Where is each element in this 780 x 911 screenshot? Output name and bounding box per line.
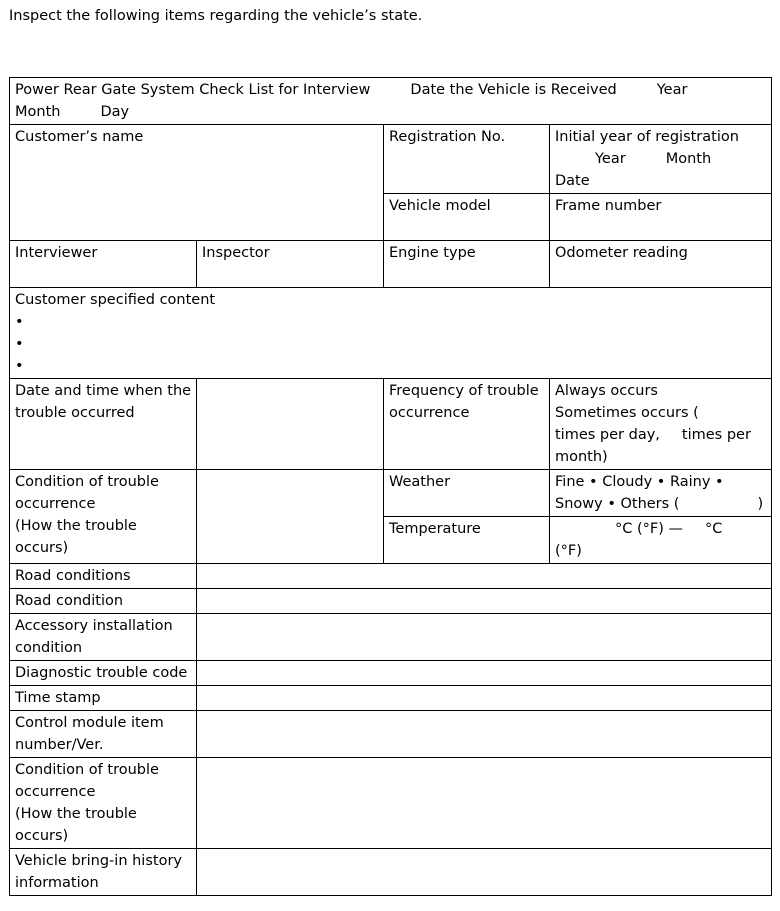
weather-options-line1: Fine • Cloudy • Rainy • — [555, 474, 724, 490]
frequency-field[interactable] — [550, 379, 772, 470]
road-condition-label: Road condition — [15, 593, 124, 609]
registration-no-field[interactable] — [384, 125, 550, 194]
vehicle-model-field[interactable] — [384, 194, 550, 241]
frequency-label-cell — [384, 379, 550, 470]
road-conditions-label-cell — [10, 564, 197, 589]
odometer-field[interactable] — [550, 241, 772, 288]
temperature-unit-f: (°F) — [555, 543, 582, 559]
condition-label-cell — [10, 470, 197, 564]
weather-label: Weather — [389, 474, 451, 490]
registration-no-label: Registration No. — [389, 129, 506, 145]
condition2-field[interactable] — [197, 758, 772, 849]
condition2-label-cell — [10, 758, 197, 849]
module-label-cell — [10, 711, 197, 758]
frequency-label-line1: Frequency of trouble — [389, 383, 539, 399]
temperature-field[interactable] — [550, 517, 772, 564]
condition2-label-line1: Condition of trouble — [15, 762, 159, 778]
engine-type-field[interactable] — [384, 241, 550, 288]
road-conditions-row — [10, 564, 772, 589]
registration-year-label: Year — [595, 151, 626, 167]
time-stamp-row — [10, 686, 772, 711]
content-bullet-2: • — [15, 336, 24, 352]
road-conditions-label: Road conditions — [15, 568, 131, 584]
customer-content-label: Customer specified content — [15, 292, 216, 308]
engine-row — [10, 241, 772, 288]
frequency-sometimes-option[interactable]: Sometimes occurs ( — [555, 405, 699, 421]
content-bullet-1: • — [15, 314, 24, 330]
frequency-label-line2: occurrence — [389, 405, 470, 421]
history-label-line1: Vehicle bring-in history — [15, 853, 182, 869]
module-row — [10, 711, 772, 758]
customer-row — [10, 125, 772, 194]
module-label-line2: number/Ver. — [15, 737, 104, 753]
frame-number-field[interactable] — [550, 194, 772, 241]
registration-date-label: Date — [555, 173, 590, 189]
road-condition-row — [10, 589, 772, 614]
history-label-line2: information — [15, 875, 99, 891]
registration-month-label: Month — [665, 151, 712, 167]
datetime-label-cell — [10, 379, 197, 470]
interviewer-label: Interviewer — [15, 245, 98, 261]
time-stamp-label: Time stamp — [15, 690, 101, 706]
dtc-field[interactable] — [197, 661, 772, 686]
condition2-label-line4: occurs) — [15, 828, 69, 844]
temperature-label: Temperature — [389, 521, 481, 537]
temperature-from-unit: °C (°F) — — [615, 521, 683, 537]
weather-row — [10, 470, 772, 517]
accessory-row — [10, 614, 772, 661]
accessory-label-line1: Accessory installation — [15, 618, 173, 634]
weather-options-line2: Snowy • Others ( — [555, 496, 680, 512]
weather-label-cell — [384, 470, 550, 517]
time-stamp-label-cell — [10, 686, 197, 711]
condition-label-line4: occurs) — [15, 540, 69, 556]
accessory-field[interactable] — [197, 614, 772, 661]
frequency-month: month) — [555, 449, 608, 465]
condition2-label-line2: occurrence — [15, 784, 96, 800]
customer-name-field[interactable] — [10, 125, 384, 241]
title-row — [10, 78, 772, 125]
vehicle-model-label: Vehicle model — [389, 198, 491, 214]
datetime-row — [10, 379, 772, 470]
odometer-label: Odometer reading — [555, 245, 688, 261]
temperature-to-unit: °C — [705, 521, 723, 537]
frequency-per: times per — [681, 427, 751, 443]
condition2-label-line3: (How the trouble — [15, 806, 137, 822]
received-month-label: Month — [15, 104, 61, 120]
road-conditions-field[interactable] — [197, 564, 772, 589]
datetime-label-line1: Date and time when the — [15, 383, 192, 399]
road-condition-field[interactable] — [197, 589, 772, 614]
module-field[interactable] — [197, 711, 772, 758]
condition-label-line1: Condition of trouble — [15, 474, 159, 490]
accessory-label-line2: condition — [15, 640, 83, 656]
condition2-row — [10, 758, 772, 849]
inspector-field[interactable] — [197, 241, 384, 288]
initial-registration-label: Initial year of registration — [555, 129, 739, 145]
accessory-label-cell — [10, 614, 197, 661]
temperature-label-cell — [384, 517, 550, 564]
weather-close-paren: ) — [757, 496, 764, 512]
received-year-label: Year — [656, 82, 688, 98]
intro-text: Inspect the following items regarding the vehicle’s state. — [9, 8, 423, 24]
condition-label-line2: occurrence — [15, 496, 96, 512]
customer-name-label: Customer’s name — [15, 129, 144, 145]
dtc-row — [10, 661, 772, 686]
datetime-label-line2: trouble occurred — [15, 405, 135, 421]
inspector-label: Inspector — [202, 245, 270, 261]
frame-number-label: Frame number — [555, 198, 662, 214]
engine-type-label: Engine type — [389, 245, 476, 261]
road-condition-label-cell — [10, 589, 197, 614]
initial-registration-field[interactable] — [550, 125, 772, 194]
frequency-per-day: times per day, — [555, 427, 660, 443]
condition-field[interactable] — [197, 470, 384, 564]
module-label-line1: Control module item — [15, 715, 164, 731]
history-row — [10, 849, 772, 896]
dtc-label-cell — [10, 661, 197, 686]
interviewer-field[interactable] — [10, 241, 197, 288]
weather-field[interactable] — [550, 470, 772, 517]
time-stamp-field[interactable] — [197, 686, 772, 711]
dtc-label: Diagnostic trouble code — [15, 665, 188, 681]
received-date-label: Date the Vehicle is Received — [410, 82, 617, 98]
history-field[interactable] — [197, 849, 772, 896]
frequency-always-option[interactable]: Always occurs — [555, 383, 658, 399]
title-cell — [10, 78, 772, 125]
condition-label-line3: (How the trouble — [15, 518, 137, 534]
check-list-table — [9, 77, 772, 896]
customer-content-row — [10, 288, 772, 379]
received-day-label: Day — [100, 104, 130, 120]
checklist-title: Power Rear Gate System Check List for Interview — [15, 82, 371, 98]
datetime-field[interactable] — [197, 379, 384, 470]
history-label-cell — [10, 849, 197, 896]
customer-content-field[interactable] — [10, 288, 772, 379]
content-bullet-3: • — [15, 358, 24, 374]
